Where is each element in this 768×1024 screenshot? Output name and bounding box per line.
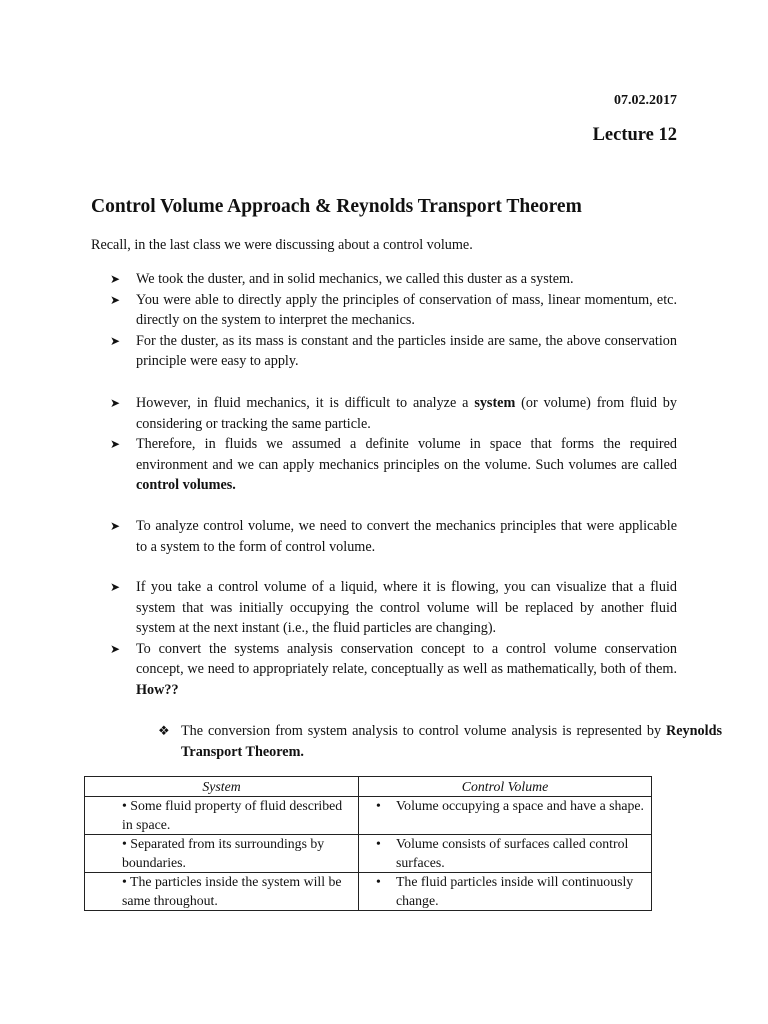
diamond-bullet-item [136, 721, 722, 762]
bullet-dot-icon: • [376, 836, 381, 851]
bullet-group-1 [91, 269, 677, 372]
table-row [85, 797, 652, 835]
bullet-item [91, 516, 677, 557]
arrow-bullet-icon: ➤ [110, 437, 121, 452]
table-cell: • The particles inside the system will be same throughout. [85, 873, 359, 911]
bullet-dot-icon: • [122, 798, 127, 813]
table-cell: • The fluid particles inside will continuously change. [359, 873, 652, 911]
bullet-text: To convert the systems analysis conservation concept to a control volume conservation concept, we need to appropriately relate, conceptually as well as mathematically, both of them. How?? [136, 640, 677, 698]
bullet-item [91, 290, 677, 331]
bullet-text: You were able to directly apply the principles of conservation of mass, linear momentum, etc. directly on the system to interpret the mechanics. [136, 291, 677, 329]
bullet-text: However, in fluid mechanics, it is difficult to analyze a system (or volume) from fluid by considering or tracking the same particle. [136, 395, 677, 432]
table-row [85, 873, 652, 911]
arrow-bullet-icon: ➤ [110, 641, 121, 656]
table-cell: • Volume occupying a space and have a shape. [359, 797, 652, 835]
lecture-date: 07.02.2017 [614, 93, 677, 108]
bullet-item [91, 393, 677, 434]
bullet-group-3 [91, 516, 677, 557]
bullet-group-4 [91, 577, 677, 701]
bullet-item [91, 434, 677, 496]
comparison-table [84, 776, 652, 911]
bullet-group-2 [91, 393, 677, 496]
intro-paragraph: Recall, in the last class we were discussing about a control volume. [91, 237, 473, 253]
bullet-text: To analyze control volume, we need to convert the mechanics principles that were applicable to a system to the form of control volume. [136, 518, 677, 555]
diamond-text: The conversion from system analysis to control volume analysis is represented by Reynolds Transport Theorem. [181, 723, 722, 760]
table-row [85, 835, 652, 873]
bullet-item [91, 331, 677, 372]
header-system: System [85, 777, 359, 797]
bullet-text: For the duster, as its mass is constant and the particles inside are same, the above conservation principle were easy to apply. [136, 332, 677, 370]
bullet-dot-icon: • [376, 874, 381, 889]
arrow-bullet-icon: ➤ [110, 292, 121, 307]
diamond-bullet-icon: ❖ [158, 723, 170, 738]
header-control-volume: Control Volume [359, 777, 652, 797]
table-cell: • Separated from its surroundings by boundaries. [85, 835, 359, 873]
bullet-text: We took the duster, and in solid mechanics, we called this duster as a system. [136, 271, 574, 287]
page-title: Control Volume Approach & Reynolds Transport Theorem [91, 196, 582, 217]
bullet-text: Therefore, in fluids we assumed a definite volume in space that forms the required environment and we can apply mechanics principles on the volume. Such volumes are called control volumes. [136, 436, 677, 494]
bullet-item [91, 269, 677, 290]
arrow-bullet-icon: ➤ [110, 333, 121, 348]
bullet-text: If you take a control volume of a liquid, where it is flowing, you can visualize that a fluid system that was initially occupying the control volume will be replaced by another fluid system at the next instant (i.e., the fluid particles are changing). [136, 579, 677, 637]
arrow-bullet-icon: ➤ [110, 580, 121, 594]
bullet-dot-icon: • [122, 874, 127, 889]
lecture-number: Lecture 12 [592, 125, 677, 145]
arrow-bullet-icon: ➤ [110, 519, 121, 533]
bullet-dot-icon: • [376, 798, 381, 813]
table-header-row [85, 777, 652, 797]
bullet-item [91, 639, 677, 701]
arrow-bullet-icon: ➤ [110, 272, 121, 286]
table-cell: • Some fluid property of fluid described in space. [85, 797, 359, 835]
bullet-dot-icon: • [122, 836, 127, 851]
bullet-item [91, 577, 677, 639]
table-cell: • Volume consists of surfaces called control surfaces. [359, 835, 652, 873]
arrow-bullet-icon: ➤ [110, 396, 121, 410]
